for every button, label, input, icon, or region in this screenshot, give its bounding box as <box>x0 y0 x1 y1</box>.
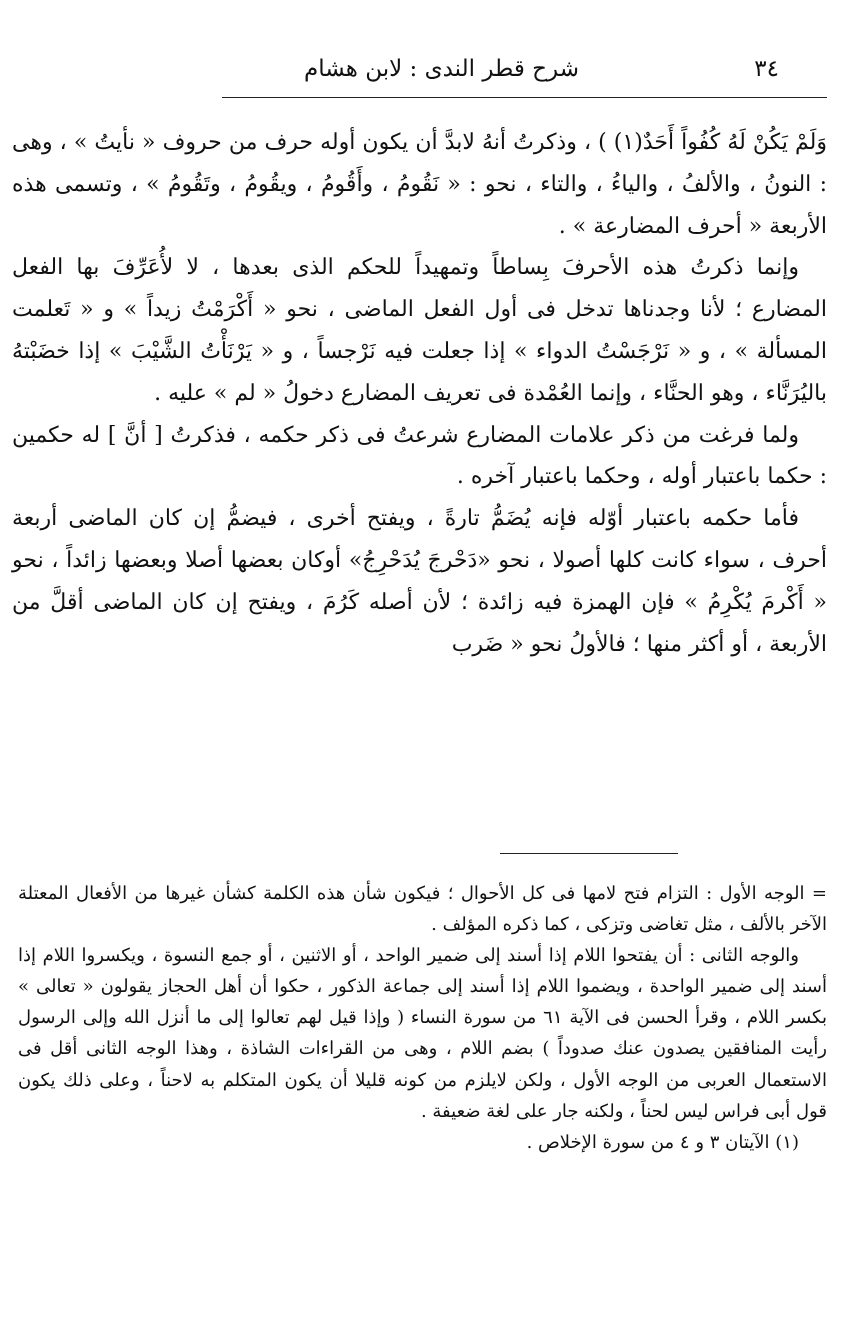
footnote-paragraph: والوجه الثانى : أن يفتحوا اللام إذا أسند إلى ضمير الواحد ، أو الاثنين ، أو جمع النسوة ، ويكسروا اللام إذا أسند إلى ضمير الواحدة ، ويضموا اللام إذا أسند إلى جماعة الذكور ، حكوا أن أهل الحجاز يقولون « تعالى » بكسر اللام ، وقرأ الحسن فى الآية ٦١ من سورة النساء ( وإذا قيل لهم تعالوا إلى ما أنزل الله وإلى الرسول رأيت المنافقين يصدون عنك صدوداً ) بضم اللام ، وهى من القراءات الشاذة ، وهذا الوجه الثانى أقل فى الاستعمال العربى من الوجه الأول ، ولكن لايلزم من كونه قليلا أن يكون المتكلم به لاحناً ، وعلى ذلك يكون قول أبى فراس ليس لحناً ، ولكنه جار على لغة ضعيفة . <box>18 945 827 1122</box>
footnote-continuation: = الوجه الأول : التزام فتح لامها فى كل الأحوال ؛ فيكون شأن هذه الكلمة كشأن غيرها من الأفعال المعتلة الآخر بالألف ، مثل تغاضى وتزكى ، كما ذكره المؤلف . <box>18 883 827 936</box>
header-rule <box>222 97 827 98</box>
page-number: ٣٤ <box>754 56 779 82</box>
paragraph: فأما حكمه باعتبار أوّله فإنه يُضَمُّ تارةً ، ويفتح أخرى ، فيضمُّ إن كان الماضى أربعة أحرف ، سواء كانت كلها أصولا ، نحو «دَحْرجَ يُدَحْرِجُ» أوكان بعضها أصلا وبعضها زائداً ، نحو « أَكْرمَ يُكْرِمُ » فإن الهمزة فيه زائدة ؛ لأن أصله كَرُمَ ، ويفتح إن كان الماضى أقلَّ من الأربعة ، أو أكثر منها ؛ فالأولُ نحو « ضَرب <box>12 506 827 657</box>
paragraph: وَلَمْ يَكُنْ لَهُ كُفُواً أَحَدٌ(١) ) ، وذكرتُ أنهُ لابدَّ أن يكون أوله حرف من حروف « نأيتُ » ، وهى : النونُ ، والألفُ ، والياءُ ، والتاء ، نحو : « نَقُومُ ، وأَقُومُ ، ويقُومُ ، وتَقُومُ » ، وتسمى هذه الأربعة « أحرف المضارعة » . <box>12 130 827 239</box>
footnotes <box>18 878 827 1158</box>
main-text <box>12 122 827 665</box>
page-header <box>222 52 827 92</box>
footnote-separator <box>500 853 678 854</box>
paragraph: وإنما ذكرتُ هذه الأحرفَ بِساطاً وتمهيداً للحكم الذى بعدها ، لا لأُعَرِّفَ بها الفعل المضارع ؛ لأنا وجدناها تدخل فى أول الفعل الماضى ، نحو « أَكْرَمْتُ زيداً » و « تَعلمت المسألة » ، و « نَرْجَسْتُ الدواء » إذا جعلت فيه نَرْجساً ، و « يَرْنَأْتُ الشَّيْبَ » إذا خضَبْتهُ باليُرَنَّاء ، وهو الحنَّاء ، وإنما العُمْدة فى تعريف المضارع دخولُ « لم » عليه . <box>12 255 827 406</box>
running-title: شرح قطر الندى : لابن هشام <box>303 56 579 82</box>
paragraph: ولما فرغت من ذكر علامات المضارع شرعتُ فى ذكر حكمه ، فذكرتُ [ أنَّ ] له حكمين : حكما باعتبار أوله ، وحكما باعتبار آخره . <box>12 422 827 490</box>
footnote-1: (١) الآيتان ٣ و ٤ من سورة الإخلاص . <box>526 1131 799 1153</box>
